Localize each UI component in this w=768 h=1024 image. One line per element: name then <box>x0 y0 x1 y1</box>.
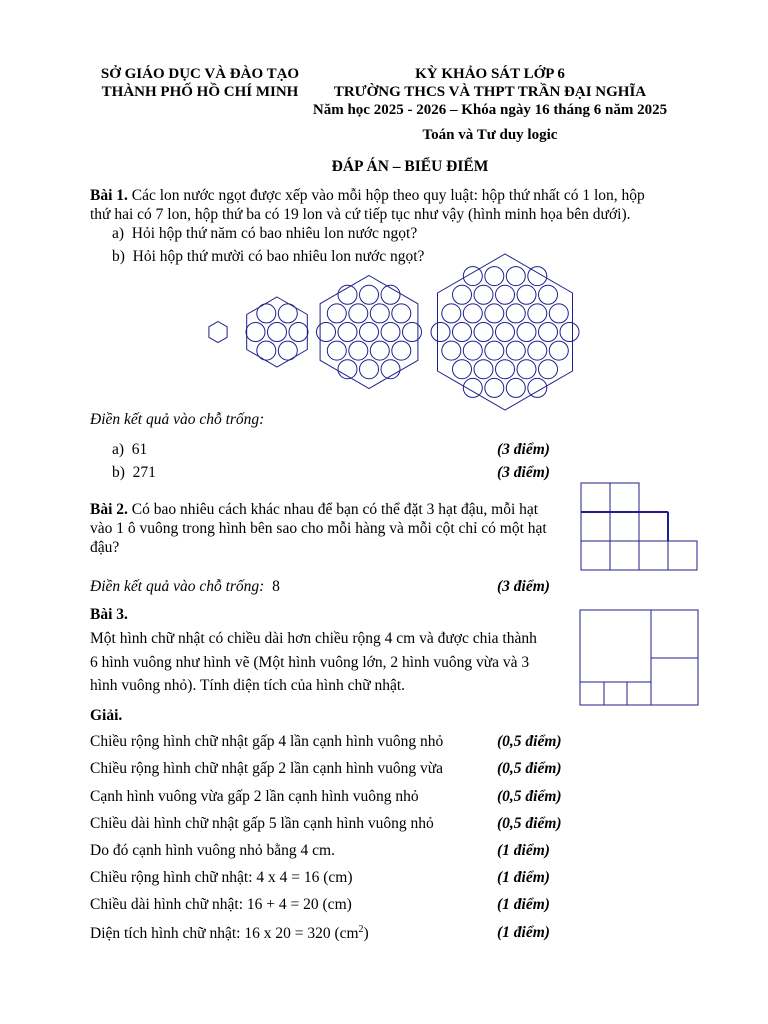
can-circle <box>257 341 276 360</box>
can-circle <box>370 341 389 360</box>
bai2-text3: đậu? <box>90 539 120 556</box>
can-circle <box>496 285 515 304</box>
exam-name: KỲ KHẢO SÁT LỚP 6 <box>415 66 565 82</box>
can-circle <box>539 360 558 379</box>
hexagon-box <box>320 276 418 389</box>
can-circle <box>442 304 461 323</box>
bai1-ans-b-value: 271 <box>132 464 156 481</box>
hexagon-box <box>209 322 227 343</box>
school-name: TRƯỜNG THCS VÀ THPT TRẦN ĐẠI NGHĨA <box>333 84 647 100</box>
solution-step-score: (1 điểm) <box>497 869 550 886</box>
can-circle <box>403 323 422 342</box>
hexagon-cans-figure <box>0 270 768 390</box>
solution-step <box>90 815 434 833</box>
can-circle <box>517 323 536 342</box>
can-circle <box>268 323 287 342</box>
can-circle <box>463 304 482 323</box>
solution-step <box>90 924 369 943</box>
hexagon-box <box>247 297 308 367</box>
page-title: ĐÁP ÁN – BIỂU ĐIỂM <box>331 158 489 175</box>
can-circle <box>485 341 504 360</box>
bai1-ans-b-marker: b) <box>112 464 125 481</box>
can-circle <box>246 323 265 342</box>
can-circle <box>496 360 515 379</box>
bai1-question-a <box>112 225 417 243</box>
bai1-label: Bài 1. <box>90 187 128 204</box>
can-circle <box>517 360 536 379</box>
can-circle <box>463 341 482 360</box>
bai1-score-b: (3 điểm) <box>497 464 550 481</box>
bai1-answer-a <box>112 441 147 459</box>
can-circle <box>539 323 558 342</box>
can-circle <box>392 341 411 360</box>
can-circle <box>517 285 536 304</box>
bai1-qa-text: Hỏi hộp thứ năm có bao nhiêu lon nước ngọt? <box>131 225 418 242</box>
bai1-qb-marker: b) <box>112 248 125 265</box>
can-circle <box>349 341 368 360</box>
solution-step-text: Cạnh hình vuông vừa gấp 2 lần cạnh hình vuông nhỏ <box>90 788 419 805</box>
bai1-text1: Các lon nước ngọt được xếp vào mỗi hộp theo quy luật: hộp thứ nhất có 1 lon, hộp <box>127 187 645 204</box>
solution-step-text: Do đó cạnh hình vuông nhỏ bằng 4 cm. <box>90 842 335 859</box>
bai2-score: (3 điểm) <box>497 578 550 595</box>
can-circle <box>370 304 389 323</box>
bai1-ans-a-marker: a) <box>112 441 125 458</box>
can-circle <box>453 285 472 304</box>
can-circle <box>549 304 568 323</box>
can-circle <box>485 378 504 397</box>
can-circle <box>381 323 400 342</box>
can-circle <box>539 285 558 304</box>
can-circle <box>349 304 368 323</box>
rectangle-squares-figure <box>0 600 768 710</box>
solution-step <box>90 788 419 806</box>
can-circle <box>474 360 493 379</box>
solution-step <box>90 842 335 860</box>
can-circle <box>338 323 357 342</box>
bai1-text2: thứ hai có 7 lon, hộp thứ ba có 19 lon và cứ tiếp tục như vậy (hình minh họa bên dưới). <box>90 206 631 223</box>
solution-step-score: (1 điểm) <box>497 842 550 859</box>
solution-step-text: Chiều dài hình chữ nhật gấp 5 lần cạnh hình vuông nhỏ <box>90 815 434 832</box>
solution-step <box>90 896 352 914</box>
bai2-text1: Có bao nhiêu cách khác nhau để bạn có thể đặt 3 hạt đậu, mỗi hạt <box>127 501 539 518</box>
can-circle <box>474 323 493 342</box>
solution-step-score: (0,5 điểm) <box>497 733 562 750</box>
solution-step-score: (1 điểm) <box>497 924 550 941</box>
staircase-grid-figure <box>0 480 768 580</box>
solution-step-score: (0,5 điểm) <box>497 760 562 777</box>
can-circle <box>485 304 504 323</box>
solution-label: Giải. <box>90 707 123 724</box>
solution-step <box>90 733 443 751</box>
can-circle <box>289 323 308 342</box>
can-circle <box>360 323 379 342</box>
solution-step-text: Chiều rộng hình chữ nhật: 4 x 4 = 16 (cm) <box>90 869 353 886</box>
bai2-text2: vào 1 ô vuông trong hình bên sao cho mỗi hàng và mỗi cột chỉ có một hạt <box>90 520 547 537</box>
bai2-fill-label: Điền kết quả vào chỗ trống: <box>90 578 265 595</box>
solution-step <box>90 760 443 778</box>
solution-step-text: Diện tích hình chữ nhật: 16 x 20 = 320 (cm <box>90 925 359 943</box>
can-circle <box>278 304 297 323</box>
solution-step-score: (1 điểm) <box>497 896 550 913</box>
can-circle <box>474 285 493 304</box>
can-circle <box>506 341 525 360</box>
bai3-text3: hình vuông nhỏ). Tính diện tích của hình chữ nhật. <box>90 677 406 694</box>
can-circle <box>442 341 461 360</box>
bai3-text2: 6 hình vuông như hình vẽ (Một hình vuông lớn, 2 hình vuông vừa và 3 <box>90 654 530 671</box>
can-circle <box>392 304 411 323</box>
can-circle <box>506 267 525 286</box>
dept-name-line2: THÀNH PHỐ HỒ CHÍ MINH <box>101 84 299 100</box>
hexagon-box <box>438 254 573 410</box>
bai3-text1: Một hình chữ nhật có chiều dài hơn chiều rộng 4 cm và được chia thành <box>90 630 537 647</box>
solution-step-text: Chiều rộng hình chữ nhật gấp 2 lần cạnh hình vuông vừa <box>90 760 443 777</box>
can-circle <box>549 341 568 360</box>
can-circle <box>360 360 379 379</box>
subject: Toán và Tư duy logic <box>422 127 558 143</box>
can-circle <box>257 304 276 323</box>
can-circle <box>453 360 472 379</box>
can-circle <box>506 378 525 397</box>
bai1-fill-label: Điền kết quả vào chỗ trống: <box>90 411 265 428</box>
can-circle <box>453 323 472 342</box>
can-circle <box>317 323 336 342</box>
solution-step-tail: ) <box>363 925 369 943</box>
can-circle <box>327 304 346 323</box>
solution-step-score: (0,5 điểm) <box>497 815 562 832</box>
bai1-line1 <box>90 187 645 205</box>
can-circle <box>327 341 346 360</box>
can-circle <box>528 304 547 323</box>
can-circle <box>485 267 504 286</box>
bai1-question-b <box>112 248 424 266</box>
bai3-label: Bài 3. <box>90 606 128 623</box>
can-circle <box>360 285 379 304</box>
can-circle <box>560 323 579 342</box>
dept-name-line1: SỞ GIÁO DỤC VÀ ĐÀO TẠO <box>100 66 300 82</box>
can-circle <box>506 304 525 323</box>
can-circle <box>431 323 450 342</box>
bai1-score-a: (3 điểm) <box>497 441 550 458</box>
exam-date: Năm học 2025 - 2026 – Khóa ngày 16 tháng 6 năm 2025 <box>312 102 668 118</box>
bai2-answer-line <box>90 578 280 596</box>
bai1-qb-text: Hỏi hộp thứ mười có bao nhiêu lon nước ngọt? <box>132 248 425 265</box>
can-circle <box>528 341 547 360</box>
solution-step-text: Chiều rộng hình chữ nhật gấp 4 lần cạnh hình vuông nhỏ <box>90 733 444 750</box>
solution-step-score: (0,5 điểm) <box>497 788 562 805</box>
can-circle <box>496 323 515 342</box>
solution-step-text: Chiều dài hình chữ nhật: 16 + 4 = 20 (cm) <box>90 896 352 913</box>
bai2-label: Bài 2. <box>90 501 128 518</box>
solution-step-sup: 2 <box>358 924 364 935</box>
bai2-answer: 8 <box>272 578 280 595</box>
bai1-ans-a-value: 61 <box>131 441 148 458</box>
solution-step <box>90 869 353 887</box>
bai1-qa-marker: a) <box>112 225 125 242</box>
can-circle <box>278 341 297 360</box>
